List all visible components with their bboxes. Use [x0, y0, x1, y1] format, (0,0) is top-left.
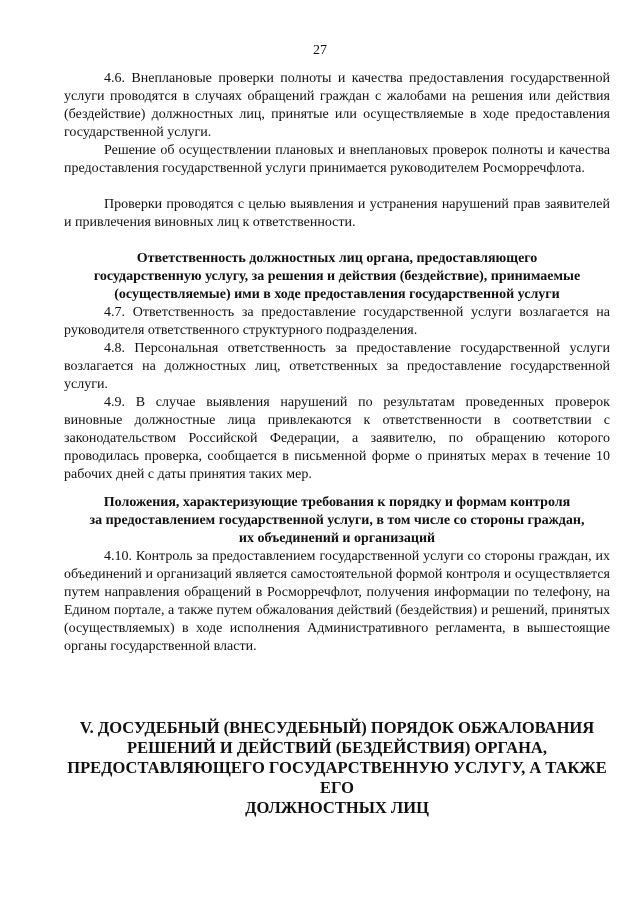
heading-control [64, 494, 610, 548]
paragraph-decision: Решение об осуществлении плановых и внеплановых проверок полноты и качества предоставления государственной услуги принимается руководителем Росморречфлота. [64, 143, 610, 176]
paragraph-4-10: 4.10. Контроль за предоставлением государственной услуги со стороны граждан, их объединений и организаций является самостоятельной формой контроля и осуществляется путем направления обращений в Росморречфлот, получения информации по телефону, на Едином портале, а также путем обжалования действий (бездействия) и решений, принятых (осуществляемых) в ходе исполнения Административного регламента, в вышестоящие органы государственной власти. [64, 549, 610, 654]
chapter-line: ПРЕДОСТАВЛЯЮЩЕГО ГОСУДАРСТВЕННУЮ УСЛУГУ, А ТАКЖЕ ЕГО [67, 758, 607, 797]
paragraph-4-6: 4.6. Внеплановые проверки полноты и качества предоставления государственной услуги проводятся в случаях обращений граждан с жалобами на решения или действия (бездействие) должностных лиц, принятые или осуществляемые в ходе предоставления государственной услуги. [64, 71, 610, 140]
paragraph-4-7: 4.7. Ответственность за предоставление государственной услуги возлагается на руководителя ответственного структурного подразделения. [64, 305, 610, 338]
paragraph-4-9: 4.9. В случае выявления нарушений по результатам проведенных проверок виновные должностные лица привлекаются к ответственности в соответствии с законодательством Российской Федерации, а заявителю, по обращению которого проводилась проверка, сообщается в письменной форме о принятых мерах в течение 10 рабочих дней с даты принятия таких мер. [64, 395, 610, 482]
heading-line: Ответственность должностных лиц органа, предоставляющего [136, 251, 538, 266]
chapter-line: РЕШЕНИЙ И ДЕЙСТВИЙ (БЕЗДЕЙСТВИЯ) ОРГАНА, [127, 738, 547, 757]
heading-line: их объединений и организаций [238, 531, 436, 546]
paragraph-purpose: Проверки проводятся с целью выявления и устранения нарушений прав заявителей и привлечения виновных лиц к ответственности. [64, 197, 610, 230]
heading-line: Положения, характеризующие требования к порядку и формам контроля [103, 495, 571, 510]
heading-line: (осуществляемые) ими в ходе предоставления государственной услуги [114, 287, 560, 302]
chapter-line: V. ДОСУДЕБНЫЙ (ВНЕСУДЕБНЫЙ) ПОРЯДОК ОБЖАЛОВАНИЯ [79, 718, 595, 737]
paragraph-4-8: 4.8. Персональная ответственность за предоставление государственной услуги возлагается на должностных лиц, ответственных за предоставление государственной услуги. [64, 341, 610, 392]
chapter-line: ДОЛЖНОСТНЫХ ЛИЦ [245, 798, 429, 817]
heading-line: государственную услугу, за решения и действия (бездействие), принимаемые [93, 269, 581, 284]
chapter-v-heading [64, 718, 610, 818]
page-number: 27 [313, 43, 327, 58]
heading-responsibility [64, 250, 610, 304]
heading-line: за предоставлением государственной услуги, в том числе со стороны граждан, [89, 513, 585, 528]
